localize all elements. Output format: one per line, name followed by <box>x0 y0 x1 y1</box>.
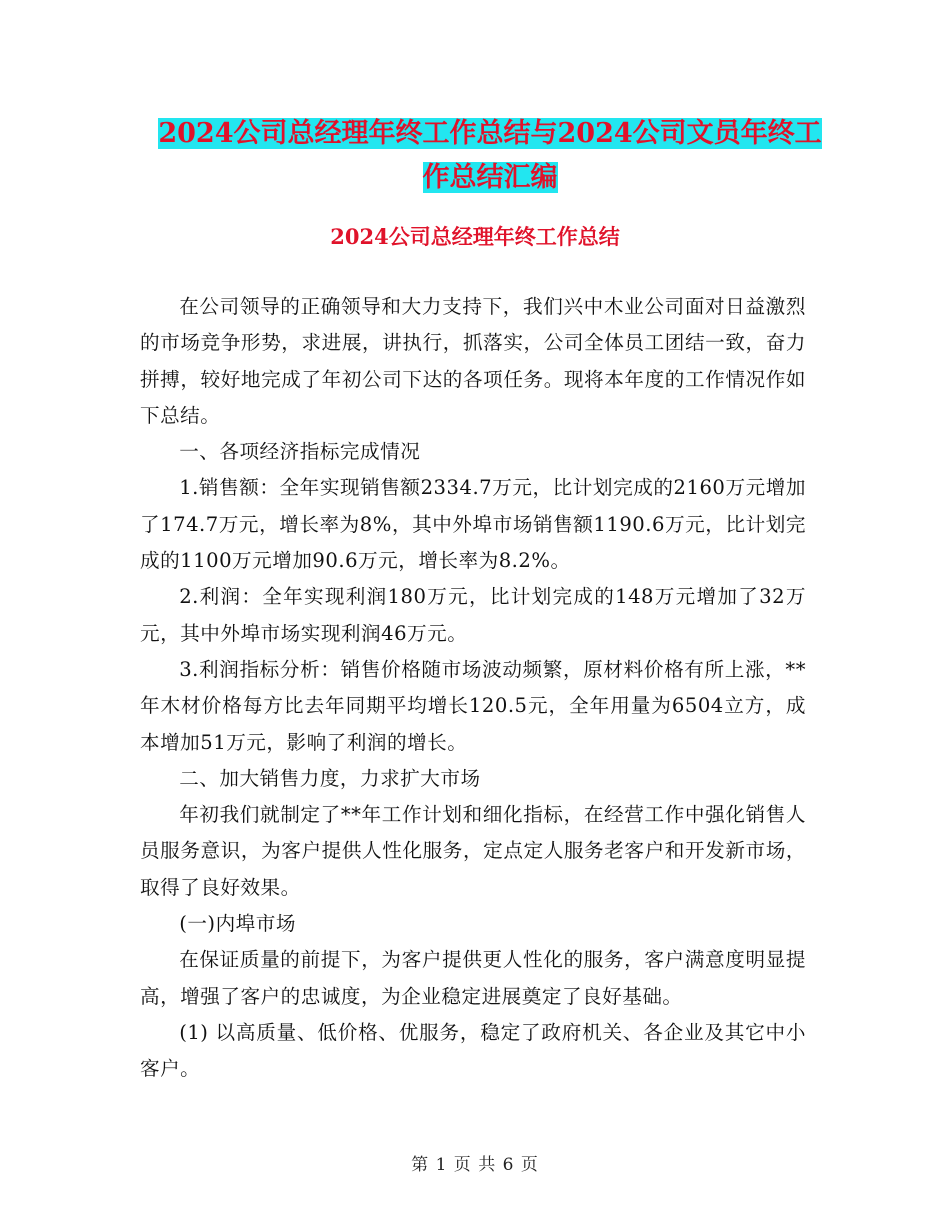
document-title-line-1: 2024公司总经理年终工作总结与2024公司文员年终工 <box>158 118 822 149</box>
paragraph-stable-customers: (1) 以高质量、低价格、优服务，稳定了政府机关、各企业及其它中小客户。 <box>140 1020 806 1081</box>
document-title <box>140 112 840 200</box>
paragraph-quality-service: 在保证质量的前提下，为客户提供更人性化的服务，客户满意度明显提高，增强了客户的忠诚度，为企业稳定进展奠定了良好基础。 <box>140 948 806 1008</box>
page-footer: 第 1 页 共 6 页 <box>411 1155 539 1175</box>
heading-economic-indicators: 一、各项经济指标完成情况 <box>179 440 421 464</box>
paragraph-sales: 1.销售额：全年实现销售额2334.7万元，比计划完成的2160万元增加了174.7万元，增长率为8%，其中外埠市场销售额1190.6万元，比计划完成的1100万元增加90.6万元，增长率为8.2%。 <box>140 476 806 573</box>
section-title: 2024公司总经理年终工作总结 <box>330 224 620 249</box>
paragraph-profit-analysis: 3.利润指标分析：销售价格随市场波动频繁，原材料价格有所上涨，**年木材价格每方比去年同期平均增长120.5元，全年用量为6504立方，成本增加51万元，影响了利润的增长。 <box>140 657 806 754</box>
paragraph-profit: 2.利润：全年实现利润180万元，比计划完成的148万元增加了32万元，其中外埠市场实现利润46万元。 <box>140 585 806 645</box>
heading-sales-effort: 二、加大销售力度，力求扩大市场 <box>179 766 481 790</box>
document-title-line-2: 作总结汇编 <box>422 162 558 193</box>
heading-domestic-market: (一)内埠市场 <box>179 912 296 936</box>
paragraph-intro: 在公司领导的正确领导和大力支持下，我们兴中木业公司面对日益激烈的市场竞争形势，求进展，讲执行，抓落实，公司全体员工团结一致，奋力拼搏，较好地完成了年初公司下达的各项任务。现将本年度的工作情况作如下总结。 <box>140 295 806 427</box>
document-body <box>140 289 806 1088</box>
paragraph-annual-plan: 年初我们就制定了**年工作计划和细化指标，在经营工作中强化销售人员服务意识，为客户提供人性化服务，定点定人服务老客户和开发新市场，取得了良好效果。 <box>140 803 806 899</box>
